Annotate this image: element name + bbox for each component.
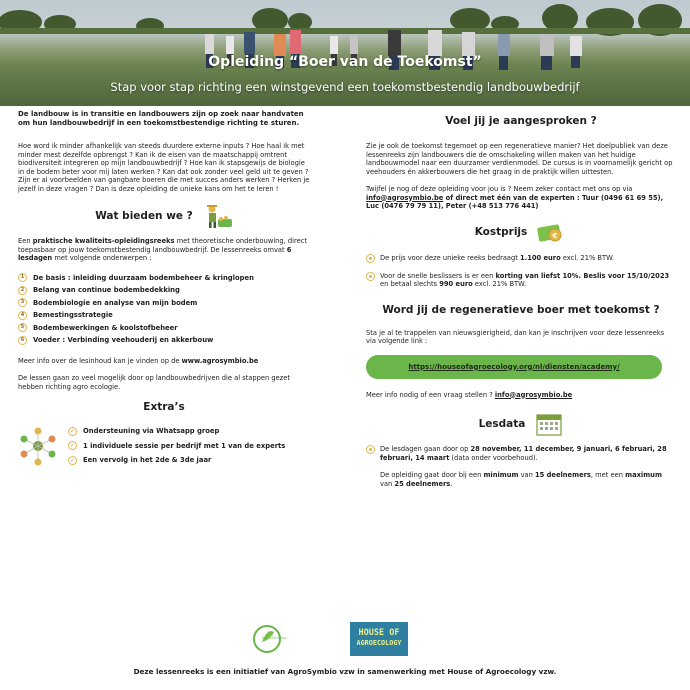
addressed-text: Zie je ook de toekomst tegemoet op een regeneratieve manier? Het doelpubliek van deze lessenreeks zijn landbouwers die de omschakeling willen maken van het huidige landbouwmodel naar een duurzamer verdienmodel. De cursus is in voornamelijk gericht op veehouders én akkerbouwers die het graag in de praktijk willen uittesten. <box>366 142 673 176</box>
hero-banner <box>0 0 690 106</box>
topics-list <box>18 272 310 347</box>
svg-text:€: € <box>552 231 558 240</box>
extras-list <box>68 424 285 468</box>
calendar-icon <box>535 411 563 437</box>
price-heading-text: Kostprijs <box>474 225 528 238</box>
list-item: ✓ 1 individuele sessie per bedrijf met 1 van de experts <box>69 441 286 450</box>
offer-heading-text: Wat bieden we ? <box>95 210 193 222</box>
farmer-icon <box>203 203 233 229</box>
list-item: 3 Bodembiologie en analyse van mijn bodem <box>18 297 310 310</box>
agrosymbio-logo-text: AgroSymbio <box>262 636 287 640</box>
email-link[interactable]: info@agrosymbio.be <box>366 193 444 202</box>
number-1-icon: 1 <box>18 273 27 282</box>
email-link[interactable]: info@agrosymbio.be <box>494 390 573 399</box>
dates-heading-text: Lesdata <box>478 418 526 430</box>
bullet-icon <box>366 272 375 281</box>
doubt-text: Twijfel je nog of deze opleiding voor jou is ? Neem zeker contact met ons op via info@agrosymbio.be of direct met één van de experten : Tuur (0496 61 69 55), Luc (0476 79 79 11), Peter (+48 513 776 441) <box>366 185 664 210</box>
lessons-note: De lessen gaan zo veel mogelijk door op landbouwbedrijven die al stappen gezet hebben richting agro ecologie. <box>18 374 291 391</box>
list-item: 2 Belang van continue bodembedekking <box>18 284 310 297</box>
number-6-icon: 6 <box>18 336 27 345</box>
check-icon: ✓ <box>69 442 76 450</box>
extras-heading: Extra’s <box>143 401 185 413</box>
list-item: 6 Voeder : Verbinding veehouderij en akkerbouw <box>18 334 310 347</box>
number-4-icon: 4 <box>18 311 27 320</box>
logos-row <box>0 622 690 658</box>
list-item: ✓ Ondersteuning via Whatsapp groep <box>69 427 220 435</box>
offer-heading <box>18 203 310 229</box>
footer-text: Deze lessenreeks is een initiatief van AgroSymbio vzw in samenwerking met House of Agroecology vzw. <box>133 667 557 676</box>
number-2-icon: 2 <box>18 286 27 295</box>
house-of-agroecology-logo: HOUSE OF AGROECOLOGY <box>350 622 408 656</box>
money-icon <box>537 220 567 244</box>
offer-text: Een praktische kwaliteits-opleidingsreeks met theoretische onderbouwing, direct toepasbaar op jouw toekomstbestendig landbouwbedrijf. De lessenreeks omvat 6 lesdagen met volgende onderwerpen : <box>18 237 308 262</box>
list-item: 5 Bodembewerkingen & koolstofbeheer <box>18 322 310 335</box>
more-info-text: Meer info over de lesinhoud kan je vinden op de www.agrosymbio.be <box>18 356 259 365</box>
price-item: De prijs voor deze unieke reeks bedraagt 1.100 euro excl. 21% BTW. <box>366 254 676 263</box>
hero-subtitle: Stap voor stap richting een winstgevend een toekomstbestendig landbouwbedrijf <box>110 80 580 94</box>
list-item: ✓ Een vervolg in het 2de & 3de jaar <box>69 456 212 464</box>
bullet-icon <box>366 254 375 263</box>
check-icon: ✓ <box>69 456 76 464</box>
farmer-heading: Word jij de regeneratieve boer met toekomst ? <box>382 303 660 316</box>
participants-text: De opleiding gaat door bij een minimum van 15 deelnemers, met een maximum van 25 deelnemers. <box>380 471 662 488</box>
questions-text: Hoe word ik minder afhankelijk van steeds duurdere externe inputs ? Hoe haal ik met minder mest dezelfde opbrengst ? Kan ik de eisen van de maatschappij omtrent biodiversiteit integreren op mijn landbouwbedrijf ? Hoe kan ik stapsgewijs de biologie in de bodem beter voor mij laten werken ? Kan dat ook zonder veel geld uit te geven ? Zijn er al voorbeelden van gangbare boeren die met succes anders werken ? Herken je jezelf in deze vragen ? Dan is deze opleiding de unieke kans om het te leren ! <box>18 142 310 193</box>
signup-link-button[interactable]: https://houseofagroecology.org/nl/diensten/academy/ <box>366 355 662 379</box>
addressed-heading: Voel jij je aangesproken ? <box>445 115 597 127</box>
dates-heading <box>366 411 676 437</box>
list-item: 4 Bemestingsstrategie <box>18 309 310 322</box>
bullet-icon <box>366 445 375 454</box>
check-icon: ✓ <box>69 427 76 435</box>
left-column <box>18 110 310 468</box>
intro-text: De landbouw is in transitie en landbouwers zijn op zoek naar handvaten om hun landbouwbedrijf in een toekomstbestendige richting te sturen. <box>18 110 304 127</box>
price-heading <box>366 220 676 244</box>
website-link[interactable]: www.agrosymbio.be <box>181 356 259 365</box>
right-column <box>366 110 676 497</box>
number-5-icon: 5 <box>18 323 27 332</box>
list-item: 1 De basis : inleiding duurzaam bodembeheer & kringlopen <box>18 272 310 285</box>
number-3-icon: 3 <box>18 298 27 307</box>
hero-title: Opleiding “Boer van de Toekomst” <box>208 54 482 70</box>
extras-block <box>18 424 310 468</box>
question-text: Meer info nodig of een vraag stellen ? info@agrosymbio.be <box>366 390 573 399</box>
farmer-text: Sta je al te trappelen van nieuwsgierigheid, dan kan je inschrijven voor deze lessenreeks via volgende link : <box>366 328 665 345</box>
network-people-icon <box>18 426 58 466</box>
discount-item: Voor de snelle beslissers is er een korting van liefst 10%. Beslis voor 15/10/2023 en betaal slechts 990 euro excl. 21% BTW. <box>366 272 676 289</box>
dates-item: De lesdagen gaan door op 28 november, 11 december, 9 januari, 6 februari, 28 februari, 14 maart (data onder voorbehoud). <box>366 445 676 462</box>
